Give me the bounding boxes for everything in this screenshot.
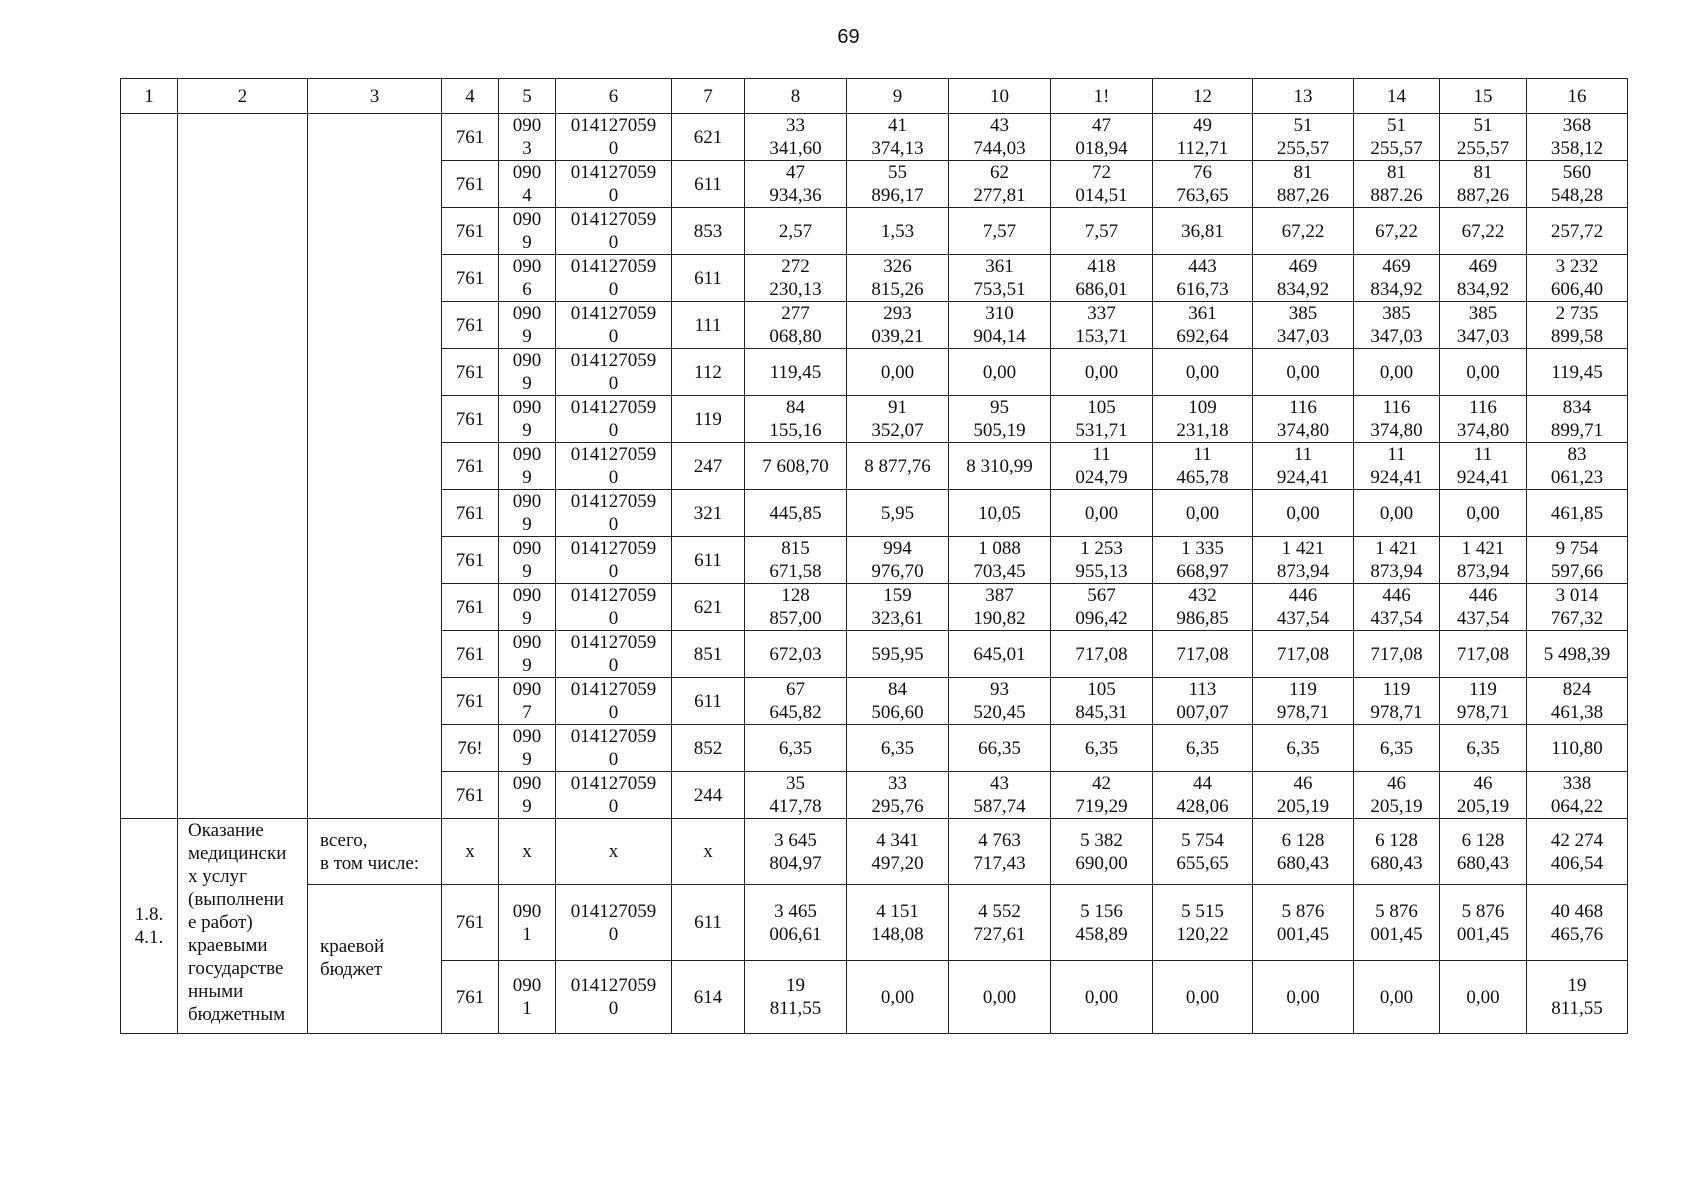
value-cell: 0,00 — [1153, 490, 1253, 537]
col7-cell: 614 — [672, 961, 745, 1034]
value-cell: 385 347,03 — [1440, 302, 1527, 349]
col5-cell: 090 9 — [499, 490, 556, 537]
value-cell: 11 924,41 — [1253, 443, 1354, 490]
col4-cell: 761 — [442, 537, 499, 584]
header-cell: 1! — [1051, 79, 1153, 114]
col6-cell: 014127059 0 — [556, 396, 672, 443]
header-cell: 16 — [1527, 79, 1628, 114]
value-cell: 110,80 — [1527, 725, 1628, 772]
value-cell: 5 156 458,89 — [1051, 885, 1153, 961]
value-cell: 67 645,82 — [745, 678, 847, 725]
value-cell: 5 515 120,22 — [1153, 885, 1253, 961]
value-cell: 834 899,71 — [1527, 396, 1628, 443]
header-cell: 6 — [556, 79, 672, 114]
col5-cell: 090 1 — [499, 961, 556, 1034]
value-cell: 717,08 — [1153, 631, 1253, 678]
value-cell: 2,57 — [745, 208, 847, 255]
header-cell: 7 — [672, 79, 745, 114]
value-cell: 11 924,41 — [1440, 443, 1527, 490]
value-cell: 5 754 655,65 — [1153, 819, 1253, 885]
value-cell: 43 587,74 — [949, 772, 1051, 819]
value-cell: 91 352,07 — [847, 396, 949, 443]
col4-cell: 761 — [442, 631, 499, 678]
col7-cell: 112 — [672, 349, 745, 396]
value-cell: 0,00 — [1253, 490, 1354, 537]
value-cell: 595,95 — [847, 631, 949, 678]
col7-cell: 111 — [672, 302, 745, 349]
value-cell: 368 358,12 — [1527, 114, 1628, 161]
value-cell: 5 876 001,45 — [1440, 885, 1527, 961]
value-cell: 0,00 — [1354, 349, 1440, 396]
value-cell: 0,00 — [847, 961, 949, 1034]
value-cell: 84 506,60 — [847, 678, 949, 725]
value-cell: 1 421 873,94 — [1354, 537, 1440, 584]
budget-row — [121, 885, 1628, 961]
source-all: всего, в том числе: — [308, 819, 442, 885]
value-cell: 0,00 — [1051, 349, 1153, 396]
value-cell: 5,95 — [847, 490, 949, 537]
col6-cell: 014127059 0 — [556, 678, 672, 725]
header-cell: 15 — [1440, 79, 1527, 114]
value-cell: 717,08 — [1253, 631, 1354, 678]
value-cell: 272 230,13 — [745, 255, 847, 302]
value-cell: 119,45 — [745, 349, 847, 396]
col5-cell: 090 6 — [499, 255, 556, 302]
section-number: 1.8. 4.1. — [121, 819, 178, 1034]
value-cell: 11 924,41 — [1354, 443, 1440, 490]
value-cell: 387 190,82 — [949, 584, 1051, 631]
col4-cell: 761 — [442, 114, 499, 161]
col5-cell: 090 9 — [499, 584, 556, 631]
value-cell: 46 205,19 — [1440, 772, 1527, 819]
value-cell: 113 007,07 — [1153, 678, 1253, 725]
col4-cell: 761 — [442, 349, 499, 396]
value-cell: 4 763 717,43 — [949, 819, 1051, 885]
value-cell: 11 024,79 — [1051, 443, 1153, 490]
col6-cell: 014127059 0 — [556, 349, 672, 396]
value-cell: 0,00 — [1051, 961, 1153, 1034]
col4-cell: 761 — [442, 208, 499, 255]
col7-cell: 851 — [672, 631, 745, 678]
header-cell: 8 — [745, 79, 847, 114]
value-cell: 51 255,57 — [1354, 114, 1440, 161]
value-cell: 567 096,42 — [1051, 584, 1153, 631]
value-cell: 81 887,26 — [1440, 161, 1527, 208]
col5-cell: 090 9 — [499, 772, 556, 819]
value-cell: 6,35 — [1440, 725, 1527, 772]
col4-cell: 761 — [442, 885, 499, 961]
value-cell: 116 374,80 — [1253, 396, 1354, 443]
value-cell: 6 128 680,43 — [1354, 819, 1440, 885]
value-cell: 6,35 — [1051, 725, 1153, 772]
value-cell: 1 335 668,97 — [1153, 537, 1253, 584]
value-cell: 0,00 — [847, 349, 949, 396]
value-cell: 0,00 — [1051, 490, 1153, 537]
col7-cell: 611 — [672, 255, 745, 302]
value-cell: 116 374,80 — [1440, 396, 1527, 443]
value-cell: 51 255,57 — [1253, 114, 1354, 161]
value-cell: 645,01 — [949, 631, 1051, 678]
col-cell: x — [499, 819, 556, 885]
col5-cell: 090 9 — [499, 443, 556, 490]
col7-cell: 621 — [672, 584, 745, 631]
value-cell: 116 374,80 — [1354, 396, 1440, 443]
col6-cell: 014127059 0 — [556, 114, 672, 161]
value-cell: 717,08 — [1051, 631, 1153, 678]
value-cell: 42 274 406,54 — [1527, 819, 1628, 885]
value-cell: 93 520,45 — [949, 678, 1051, 725]
value-cell: 1 253 955,13 — [1051, 537, 1153, 584]
col7-cell: 621 — [672, 114, 745, 161]
value-cell: 76 763,65 — [1153, 161, 1253, 208]
header-cell: 10 — [949, 79, 1051, 114]
value-cell: 81 887,26 — [1253, 161, 1354, 208]
value-cell: 385 347,03 — [1253, 302, 1354, 349]
value-cell: 0,00 — [949, 349, 1051, 396]
value-cell: 443 616,73 — [1153, 255, 1253, 302]
value-cell: 361 692,64 — [1153, 302, 1253, 349]
col5-cell: 090 9 — [499, 208, 556, 255]
col4-cell: 761 — [442, 443, 499, 490]
col5-cell: 090 9 — [499, 396, 556, 443]
value-cell: 418 686,01 — [1051, 255, 1153, 302]
col4-cell: 761 — [442, 961, 499, 1034]
header-cell: 9 — [847, 79, 949, 114]
value-cell: 6 128 680,43 — [1253, 819, 1354, 885]
value-cell: 35 417,78 — [745, 772, 847, 819]
col6-cell: 014127059 0 — [556, 772, 672, 819]
col6-cell: 014127059 0 — [556, 885, 672, 961]
budget-table — [120, 78, 1628, 1034]
value-cell: 6,35 — [745, 725, 847, 772]
budget-source: краевой бюджет — [308, 885, 442, 1034]
value-cell: 40 468 465,76 — [1527, 885, 1628, 961]
value-cell: 33 295,76 — [847, 772, 949, 819]
value-cell: 1 421 873,94 — [1440, 537, 1527, 584]
value-cell: 469 834,92 — [1440, 255, 1527, 302]
value-cell: 469 834,92 — [1354, 255, 1440, 302]
value-cell: 994 976,70 — [847, 537, 949, 584]
value-cell: 67,22 — [1440, 208, 1527, 255]
header-cell: 13 — [1253, 79, 1354, 114]
value-cell: 6,35 — [1354, 725, 1440, 772]
value-cell: 1,53 — [847, 208, 949, 255]
value-cell: 4 151 148,08 — [847, 885, 949, 961]
col5-cell: 090 9 — [499, 725, 556, 772]
value-cell: 66,35 — [949, 725, 1051, 772]
col6-cell: 014127059 0 — [556, 584, 672, 631]
value-cell: 338 064,22 — [1527, 772, 1628, 819]
value-cell: 11 465,78 — [1153, 443, 1253, 490]
value-cell: 446 437,54 — [1440, 584, 1527, 631]
value-cell: 10,05 — [949, 490, 1051, 537]
value-cell: 824 461,38 — [1527, 678, 1628, 725]
value-cell: 293 039,21 — [847, 302, 949, 349]
header-cell: 14 — [1354, 79, 1440, 114]
col7-cell: 611 — [672, 678, 745, 725]
value-cell: 5 876 001,45 — [1354, 885, 1440, 961]
value-cell: 337 153,71 — [1051, 302, 1153, 349]
col6-cell: 014127059 0 — [556, 631, 672, 678]
page-number: 69 — [837, 26, 860, 48]
header-cell: 1 — [121, 79, 178, 114]
col7-cell: 119 — [672, 396, 745, 443]
value-cell: 4 552 727,61 — [949, 885, 1051, 961]
value-cell: 119 978,71 — [1440, 678, 1527, 725]
value-cell: 159 323,61 — [847, 584, 949, 631]
value-cell: 1 088 703,45 — [949, 537, 1051, 584]
section-name: Оказание медицински х услуг (выполнени е работ) краевыми государстве нными бюджетным — [178, 819, 308, 1034]
source-cell — [308, 114, 442, 819]
value-cell: 3 232 606,40 — [1527, 255, 1628, 302]
value-cell: 0,00 — [1440, 349, 1527, 396]
col6-cell: 014127059 0 — [556, 443, 672, 490]
value-cell: 2 735 899,58 — [1527, 302, 1628, 349]
table-row — [121, 114, 1628, 161]
header-row — [121, 79, 1628, 114]
col5-cell: 090 9 — [499, 302, 556, 349]
value-cell: 95 505,19 — [949, 396, 1051, 443]
value-cell: 105 845,31 — [1051, 678, 1153, 725]
value-cell: 119 978,71 — [1253, 678, 1354, 725]
value-cell: 361 753,51 — [949, 255, 1051, 302]
value-cell: 0,00 — [1440, 490, 1527, 537]
value-cell: 6,35 — [847, 725, 949, 772]
value-cell: 109 231,18 — [1153, 396, 1253, 443]
value-cell: 0,00 — [1354, 490, 1440, 537]
value-cell: 83 061,23 — [1527, 443, 1628, 490]
value-cell: 49 112,71 — [1153, 114, 1253, 161]
value-cell: 3 645 804,97 — [745, 819, 847, 885]
col4-cell: 761 — [442, 161, 499, 208]
col5-cell: 090 9 — [499, 349, 556, 396]
value-cell: 7,57 — [949, 208, 1051, 255]
value-cell: 0,00 — [1440, 961, 1527, 1034]
value-cell: 46 205,19 — [1253, 772, 1354, 819]
col-cell: x — [556, 819, 672, 885]
value-cell: 43 744,03 — [949, 114, 1051, 161]
value-cell: 8 877,76 — [847, 443, 949, 490]
value-cell: 310 904,14 — [949, 302, 1051, 349]
value-cell: 41 374,13 — [847, 114, 949, 161]
col-cell: x — [672, 819, 745, 885]
col5-cell: 090 1 — [499, 885, 556, 961]
value-cell: 0,00 — [1253, 961, 1354, 1034]
col4-cell: 761 — [442, 772, 499, 819]
value-cell: 6,35 — [1153, 725, 1253, 772]
value-cell: 44 428,06 — [1153, 772, 1253, 819]
value-cell: 55 896,17 — [847, 161, 949, 208]
value-cell: 445,85 — [745, 490, 847, 537]
value-cell: 51 255,57 — [1440, 114, 1527, 161]
col7-cell: 611 — [672, 885, 745, 961]
value-cell: 9 754 597,66 — [1527, 537, 1628, 584]
col6-cell: 014127059 0 — [556, 302, 672, 349]
col7-cell: 611 — [672, 161, 745, 208]
col6-cell: 014127059 0 — [556, 161, 672, 208]
col7-cell: 247 — [672, 443, 745, 490]
value-cell: 3 014 767,32 — [1527, 584, 1628, 631]
header-cell: 5 — [499, 79, 556, 114]
value-cell: 47 934,36 — [745, 161, 847, 208]
value-cell: 432 986,85 — [1153, 584, 1253, 631]
col7-cell: 321 — [672, 490, 745, 537]
value-cell: 560 548,28 — [1527, 161, 1628, 208]
col6-cell: 014127059 0 — [556, 490, 672, 537]
header-cell: 12 — [1153, 79, 1253, 114]
value-cell: 4 341 497,20 — [847, 819, 949, 885]
value-cell: 67,22 — [1253, 208, 1354, 255]
value-cell: 717,08 — [1354, 631, 1440, 678]
value-cell: 46 205,19 — [1354, 772, 1440, 819]
value-cell: 47 018,94 — [1051, 114, 1153, 161]
value-cell: 717,08 — [1440, 631, 1527, 678]
value-cell: 0,00 — [1153, 961, 1253, 1034]
col7-cell: 853 — [672, 208, 745, 255]
value-cell: 1 421 873,94 — [1253, 537, 1354, 584]
col5-cell: 090 4 — [499, 161, 556, 208]
value-cell: 7 608,70 — [745, 443, 847, 490]
col4-cell: 761 — [442, 396, 499, 443]
name-cell — [178, 114, 308, 819]
header-cell: 4 — [442, 79, 499, 114]
value-cell: 128 857,00 — [745, 584, 847, 631]
value-cell: 257,72 — [1527, 208, 1628, 255]
value-cell: 6,35 — [1253, 725, 1354, 772]
value-cell: 815 671,58 — [745, 537, 847, 584]
col5-cell: 090 7 — [499, 678, 556, 725]
number-cell — [121, 114, 178, 819]
col5-cell: 090 3 — [499, 114, 556, 161]
value-cell: 119 978,71 — [1354, 678, 1440, 725]
table-body — [121, 114, 1628, 1034]
col7-cell: 244 — [672, 772, 745, 819]
col4-cell: 76! — [442, 725, 499, 772]
value-cell: 672,03 — [745, 631, 847, 678]
value-cell: 277 068,80 — [745, 302, 847, 349]
col6-cell: 014127059 0 — [556, 208, 672, 255]
col6-cell: 014127059 0 — [556, 725, 672, 772]
col6-cell: 014127059 0 — [556, 537, 672, 584]
value-cell: 446 437,54 — [1354, 584, 1440, 631]
col6-cell: 014127059 0 — [556, 255, 672, 302]
col7-cell: 611 — [672, 537, 745, 584]
value-cell: 81 887.26 — [1354, 161, 1440, 208]
value-cell: 19 811,55 — [745, 961, 847, 1034]
col5-cell: 090 9 — [499, 631, 556, 678]
value-cell: 6 128 680,43 — [1440, 819, 1527, 885]
value-cell: 5 382 690,00 — [1051, 819, 1153, 885]
value-cell: 19 811,55 — [1527, 961, 1628, 1034]
value-cell: 385 347,03 — [1354, 302, 1440, 349]
value-cell: 0,00 — [1354, 961, 1440, 1034]
value-cell: 446 437,54 — [1253, 584, 1354, 631]
value-cell: 62 277,81 — [949, 161, 1051, 208]
value-cell: 42 719,29 — [1051, 772, 1153, 819]
value-cell: 105 531,71 — [1051, 396, 1153, 443]
value-cell: 0,00 — [949, 961, 1051, 1034]
col5-cell: 090 9 — [499, 537, 556, 584]
section-total-row — [121, 819, 1628, 885]
value-cell: 0,00 — [1253, 349, 1354, 396]
value-cell: 0,00 — [1153, 349, 1253, 396]
value-cell: 469 834,92 — [1253, 255, 1354, 302]
col6-cell: 014127059 0 — [556, 961, 672, 1034]
header-cell: 2 — [178, 79, 308, 114]
value-cell: 33 341,60 — [745, 114, 847, 161]
value-cell: 326 815,26 — [847, 255, 949, 302]
value-cell: 8 310,99 — [949, 443, 1051, 490]
col-cell: x — [442, 819, 499, 885]
value-cell: 119,45 — [1527, 349, 1628, 396]
value-cell: 461,85 — [1527, 490, 1628, 537]
value-cell: 3 465 006,61 — [745, 885, 847, 961]
header-cell: 3 — [308, 79, 442, 114]
col4-cell: 761 — [442, 255, 499, 302]
value-cell: 5 876 001,45 — [1253, 885, 1354, 961]
value-cell: 67,22 — [1354, 208, 1440, 255]
col4-cell: 761 — [442, 678, 499, 725]
col4-cell: 761 — [442, 490, 499, 537]
value-cell: 72 014,51 — [1051, 161, 1153, 208]
value-cell: 36,81 — [1153, 208, 1253, 255]
col7-cell: 852 — [672, 725, 745, 772]
col4-cell: 761 — [442, 584, 499, 631]
value-cell: 84 155,16 — [745, 396, 847, 443]
col4-cell: 761 — [442, 302, 499, 349]
value-cell: 7,57 — [1051, 208, 1153, 255]
value-cell: 5 498,39 — [1527, 631, 1628, 678]
